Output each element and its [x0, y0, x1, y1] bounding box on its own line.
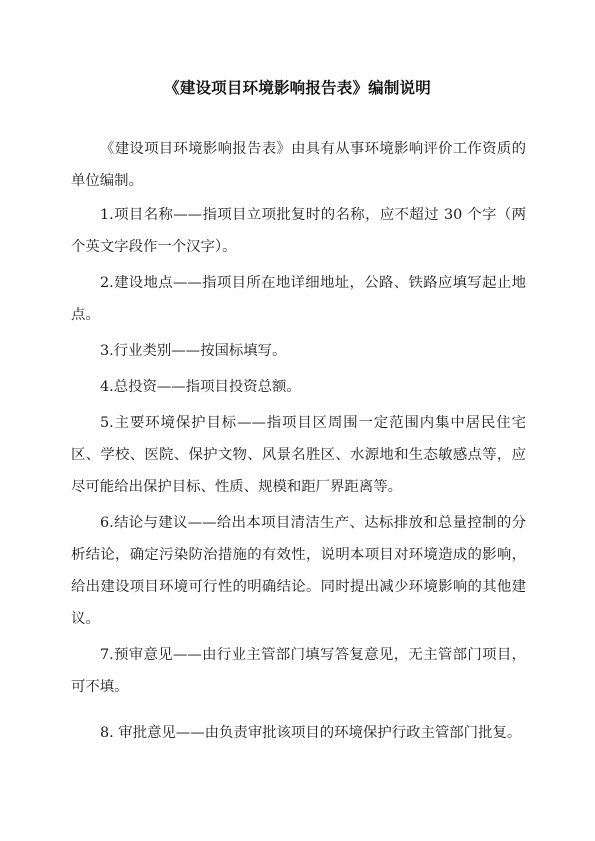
item-protection-targets: 5.主要环境保护目标——指项目区周围一定范围内集中居民住宅区、学校、医院、保护文物、风景名胜区、水源地和生态敏感点等，应尽可能给出保护目标、性质、规模和距厂界距离等。 — [71, 415, 526, 495]
document-body — [71, 133, 526, 753]
item-preliminary-review: 7.预审意见——由行业主管部门填写答复意见，无主管部门项目，可不填。 — [71, 647, 526, 695]
intro-paragraph: 《建设项目环境影响报告表》由具有从事环境影响评价工作资质的单位编制。 — [71, 141, 526, 189]
item-conclusions: 6.结论与建议——给出本项目清洁生产、达标排放和总量控制的分析结论，确定污染防治措施的有效性，说明本项目对环境造成的影响，给出建设项目环境可行性的明确结论。同时提出减少环境影响的其他建议。 — [71, 515, 526, 627]
item-project-name: 1.项目名称——指项目立项批复时的名称，应不超过 30 个字（两个英文字段作一个汉字）。 — [71, 207, 526, 255]
item-approval-opinion: 8. 审批意见——由负责审批该项目的环境保护行政主管部门批复。 — [100, 725, 522, 741]
item-construction-site: 2.建设地点——指项目所在地详细地址，公路、铁路应填写起止地点。 — [71, 275, 526, 323]
page-title: 《建设项目环境影响报告表》编制说明 — [164, 79, 431, 97]
item-industry-category: 3.行业类别——按国标填写。 — [100, 343, 287, 359]
item-total-investment: 4.总投资——指项目投资总额。 — [100, 379, 301, 395]
